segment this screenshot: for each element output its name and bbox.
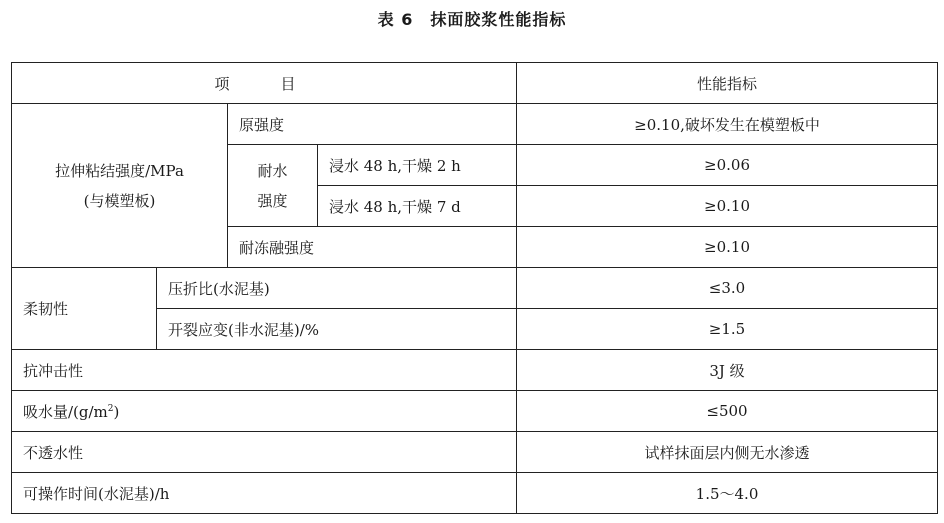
absorption-label-sup: 2 <box>107 403 114 414</box>
water-row2-value: ≥0.10 <box>517 186 938 227</box>
absorption-value: ≤500 <box>517 391 938 432</box>
flex-row2-value: ≥1.5 <box>517 309 938 350</box>
water-row2-label: 浸水 48 h,干燥 7 d <box>318 186 517 227</box>
performance-table <box>11 62 938 514</box>
table-row <box>12 391 938 432</box>
header-item-text: 项 目 <box>214 74 314 93</box>
water-resistance-line1: 耐水 <box>257 161 288 180</box>
water-row1-value: ≥0.06 <box>517 145 938 186</box>
original-strength-value: ≥0.10,破坏发生在模塑板中 <box>517 104 938 145</box>
flexibility-label: 柔韧性 <box>12 268 157 350</box>
water-row1-label: 浸水 48 h,干燥 2 h <box>318 145 517 186</box>
worktime-label: 可操作时间(水泥基)/h <box>12 473 517 514</box>
header-item <box>12 63 517 104</box>
flex-row2-label: 开裂应变(非水泥基)/% <box>157 309 517 350</box>
water-resistance-label <box>228 145 318 227</box>
absorption-label-suffix: ) <box>113 402 120 421</box>
flex-row1-label: 压折比(水泥基) <box>157 268 517 309</box>
impermeability-value: 试样抹面层内侧无水渗透 <box>517 432 938 473</box>
bond-strength-line1: 拉伸粘结强度/MPa <box>55 161 184 180</box>
table-row <box>12 104 938 145</box>
bond-strength-line2: (与模塑板) <box>83 191 156 210</box>
water-resistance-line2: 强度 <box>257 191 288 210</box>
table-row <box>12 432 938 473</box>
impact-label: 抗冲击性 <box>12 350 517 391</box>
bond-strength-label <box>12 104 228 268</box>
header-spec: 性能指标 <box>517 63 938 104</box>
freeze-thaw-label: 耐冻融强度 <box>228 227 517 268</box>
original-strength-label: 原强度 <box>228 104 517 145</box>
table-caption: 表 6 抹面胶浆性能指标 <box>377 10 567 29</box>
table-row <box>12 473 938 514</box>
absorption-label <box>12 391 517 432</box>
table-row <box>12 350 938 391</box>
freeze-thaw-value: ≥0.10 <box>517 227 938 268</box>
impact-value: 3J 级 <box>517 350 938 391</box>
flex-row1-value: ≤3.0 <box>517 268 938 309</box>
impermeability-label: 不透水性 <box>12 432 517 473</box>
header-row <box>12 63 938 104</box>
table-row <box>12 268 938 309</box>
worktime-value: 1.5～4.0 <box>517 473 938 514</box>
absorption-label-prefix: 吸水量/(g/m <box>23 402 108 421</box>
